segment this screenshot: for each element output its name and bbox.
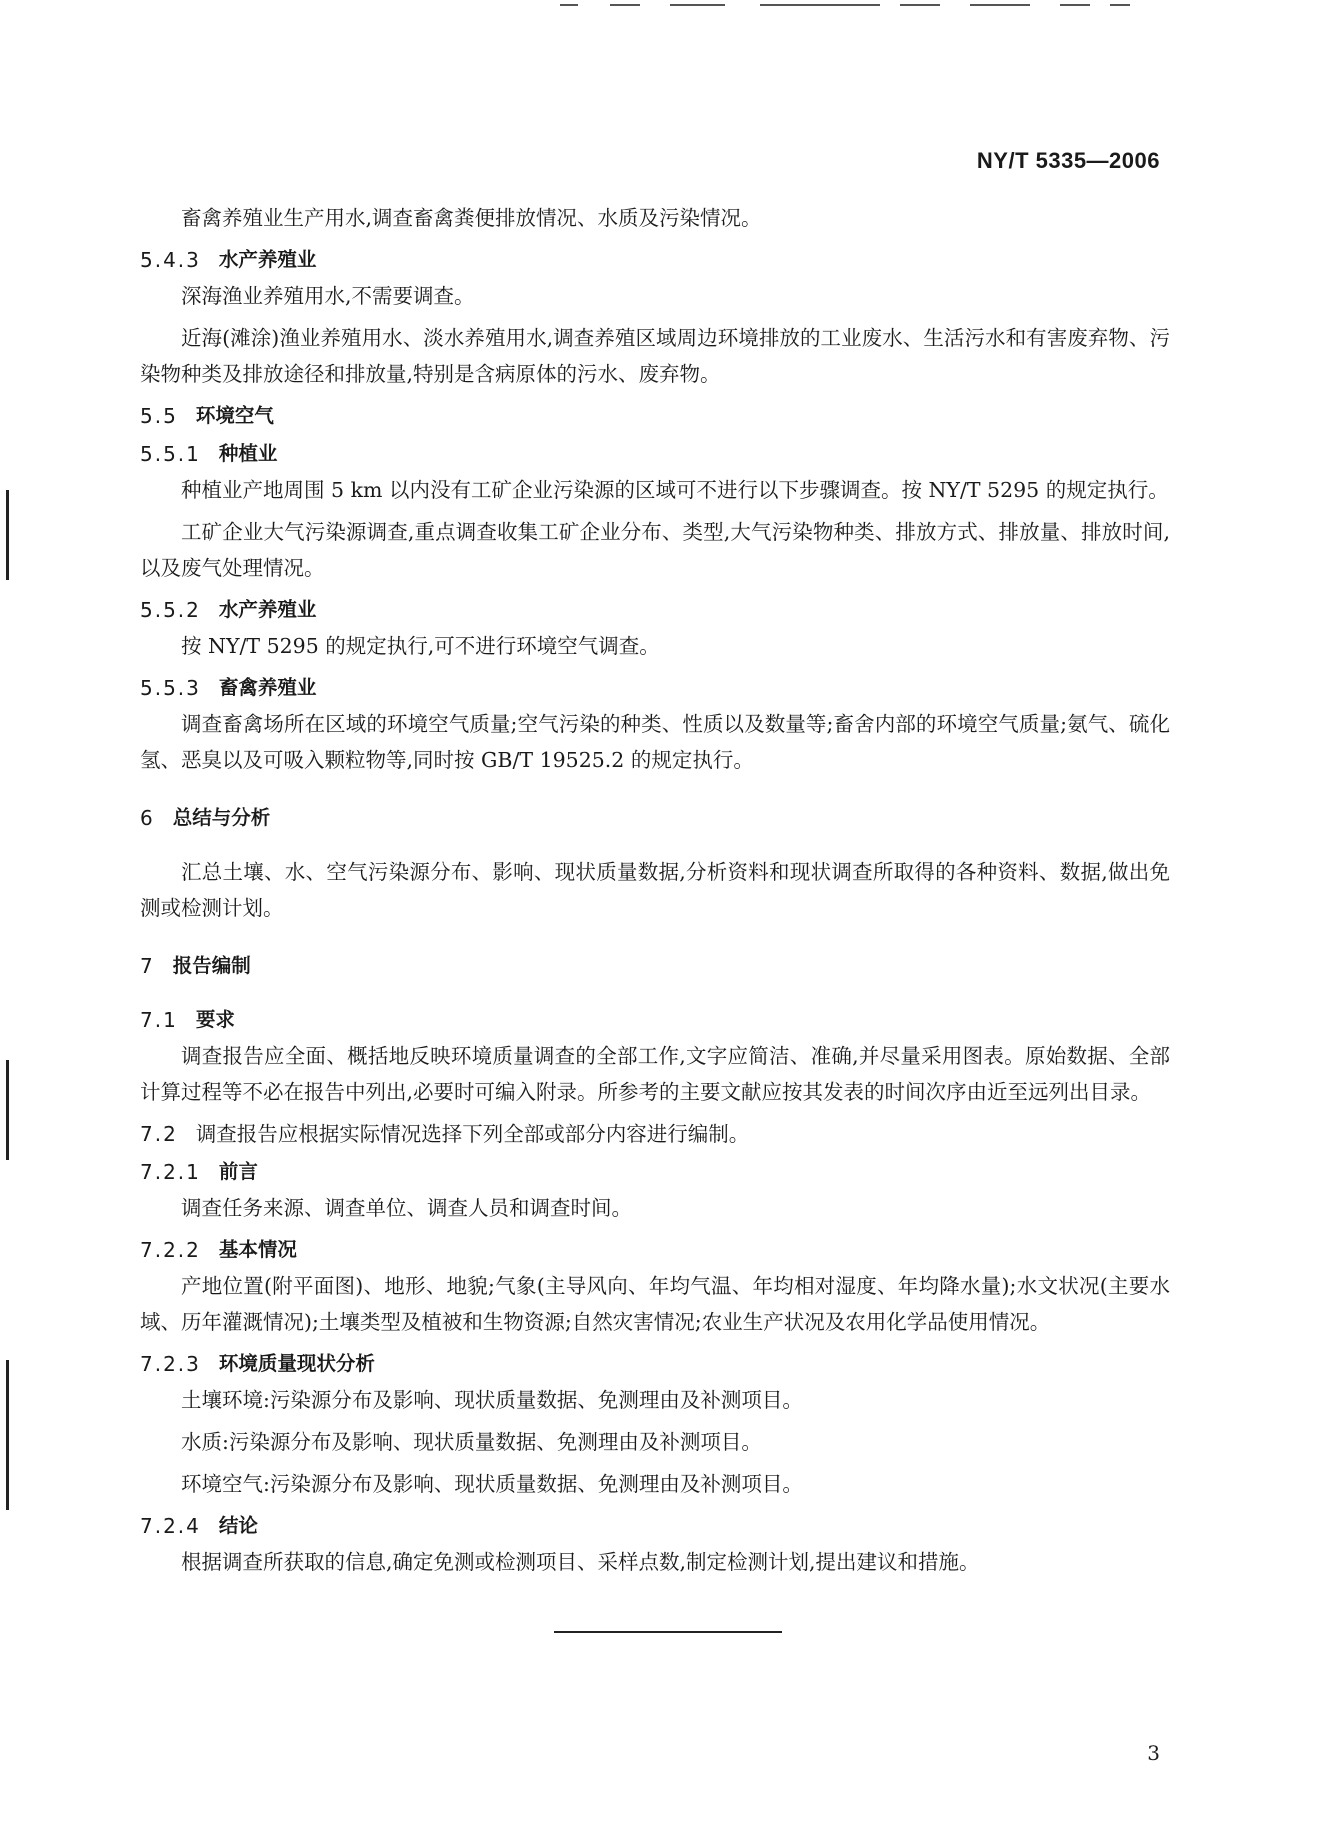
section-title: 种植业 bbox=[218, 442, 278, 465]
section-number: 5.5.1 bbox=[140, 442, 201, 466]
paragraph: 调查畜禽场所在区域的环境空气质量;空气污染的种类、性质以及数量等;畜舍内部的环境空气质量;氨气、硫化氢、恶臭以及可吸入颗粒物等,同时按 GB/T 19525.2 的规定执行。 bbox=[140, 712, 1170, 772]
subsection-heading bbox=[140, 592, 1170, 628]
paragraph: 水质:污染源分布及影响、现状质量数据、免测理由及补测项目。 bbox=[181, 1430, 762, 1454]
subsection-heading bbox=[140, 670, 1170, 706]
section-number: 7.1 bbox=[140, 1008, 178, 1032]
section-number: 5.5.2 bbox=[140, 598, 201, 622]
section-title: 水产养殖业 bbox=[218, 248, 317, 271]
section-heading bbox=[140, 800, 1170, 836]
document-body bbox=[140, 200, 1170, 1586]
paragraph: 土壤环境:污染源分布及影响、现状质量数据、免测理由及补测项目。 bbox=[181, 1388, 803, 1412]
subsection-heading bbox=[140, 1346, 1170, 1382]
subsection-heading bbox=[140, 436, 1170, 472]
section-inline-text: 调查报告应根据实际情况选择下列全部或部分内容进行编制。 bbox=[195, 1122, 750, 1146]
section-title: 要求 bbox=[195, 1008, 235, 1031]
section-heading bbox=[140, 948, 1170, 984]
paragraph: 汇总土壤、水、空气污染源分布、影响、现状质量数据,分析资料和现状调查所取得的各种资料、数据,做出免测或检测计划。 bbox=[140, 860, 1170, 920]
paragraph: 产地位置(附平面图)、地形、地貌;气象(主导风向、年均气温、年均相对湿度、年均降水量);水文状况(主要水域、历年灌溉情况);土壤类型及植被和生物资源;自然灾害情况;农业生产状况及农用化学品使用情况。 bbox=[140, 1274, 1170, 1334]
paragraph: 环境空气:污染源分布及影响、现状质量数据、免测理由及补测项目。 bbox=[181, 1472, 803, 1496]
paragraph: 深海渔业养殖用水,不需要调查。 bbox=[181, 284, 475, 308]
paragraph: 根据调查所获取的信息,确定免测或检测项目、采样点数,制定检测计划,提出建议和措施。 bbox=[181, 1550, 980, 1574]
subsection-heading bbox=[140, 1002, 1170, 1038]
section-number: 7 bbox=[140, 954, 155, 978]
subsection-heading bbox=[140, 1116, 1170, 1152]
section-number: 5.5.3 bbox=[140, 676, 201, 700]
scan-artifact-top bbox=[520, 0, 1140, 14]
standard-code: NY/T 5335—2006 bbox=[976, 148, 1160, 173]
section-number: 7.2 bbox=[140, 1122, 178, 1146]
end-rule bbox=[554, 1631, 782, 1633]
section-title: 总结与分析 bbox=[172, 806, 271, 829]
section-number: 5.5 bbox=[140, 404, 178, 428]
subsection-heading bbox=[140, 1232, 1170, 1268]
section-title: 环境空气 bbox=[195, 404, 274, 427]
paragraph: 近海(滩涂)渔业养殖用水、淡水养殖用水,调查养殖区域周边环境排放的工业废水、生活污水和有害废弃物、污染物种类及排放途径和排放量,特别是含病原体的污水、废弃物。 bbox=[140, 326, 1170, 386]
page-number: 3 bbox=[1147, 1741, 1160, 1765]
section-title: 水产养殖业 bbox=[218, 598, 317, 621]
paragraph: 工矿企业大气污染源调查,重点调查收集工矿企业分布、类型,大气污染物种类、排放方式、排放量、排放时间,以及废气处理情况。 bbox=[140, 520, 1170, 580]
section-title: 环境质量现状分析 bbox=[218, 1352, 375, 1375]
scan-artifact-left bbox=[6, 1360, 9, 1510]
paragraph: 种植业产地周围 5 km 以内没有工矿企业污染源的区域可不进行以下步骤调查。按 NY/T 5295 的规定执行。 bbox=[181, 478, 1169, 502]
subsection-heading bbox=[140, 398, 1170, 434]
paragraph: 畜禽养殖业生产用水,调查畜禽粪便排放情况、水质及污染情况。 bbox=[181, 206, 762, 230]
paragraph: 按 NY/T 5295 的规定执行,可不进行环境空气调查。 bbox=[181, 634, 660, 658]
section-number: 6 bbox=[140, 806, 155, 830]
subsection-heading bbox=[140, 242, 1170, 278]
section-title: 报告编制 bbox=[172, 954, 251, 977]
scan-artifact-left bbox=[6, 490, 9, 580]
paragraph: 调查报告应全面、概括地反映环境质量调查的全部工作,文字应简洁、准确,并尽量采用图表。原始数据、全部计算过程等不必在报告中列出,必要时可编入附录。所参考的主要文献应按其发表的时间次序由近至远列出目录。 bbox=[140, 1044, 1170, 1104]
section-title: 结论 bbox=[218, 1514, 258, 1537]
section-number: 7.2.1 bbox=[140, 1160, 201, 1184]
scan-artifact-left bbox=[6, 1060, 9, 1160]
subsection-heading bbox=[140, 1508, 1170, 1544]
section-title: 基本情况 bbox=[218, 1238, 297, 1261]
section-number: 7.2.4 bbox=[140, 1514, 201, 1538]
subsection-heading bbox=[140, 1154, 1170, 1190]
section-number: 5.4.3 bbox=[140, 248, 201, 272]
section-number: 7.2.2 bbox=[140, 1238, 201, 1262]
section-number: 7.2.3 bbox=[140, 1352, 201, 1376]
section-title: 畜禽养殖业 bbox=[218, 676, 317, 699]
paragraph: 调查任务来源、调查单位、调查人员和调查时间。 bbox=[181, 1196, 632, 1220]
section-title: 前言 bbox=[218, 1160, 258, 1183]
